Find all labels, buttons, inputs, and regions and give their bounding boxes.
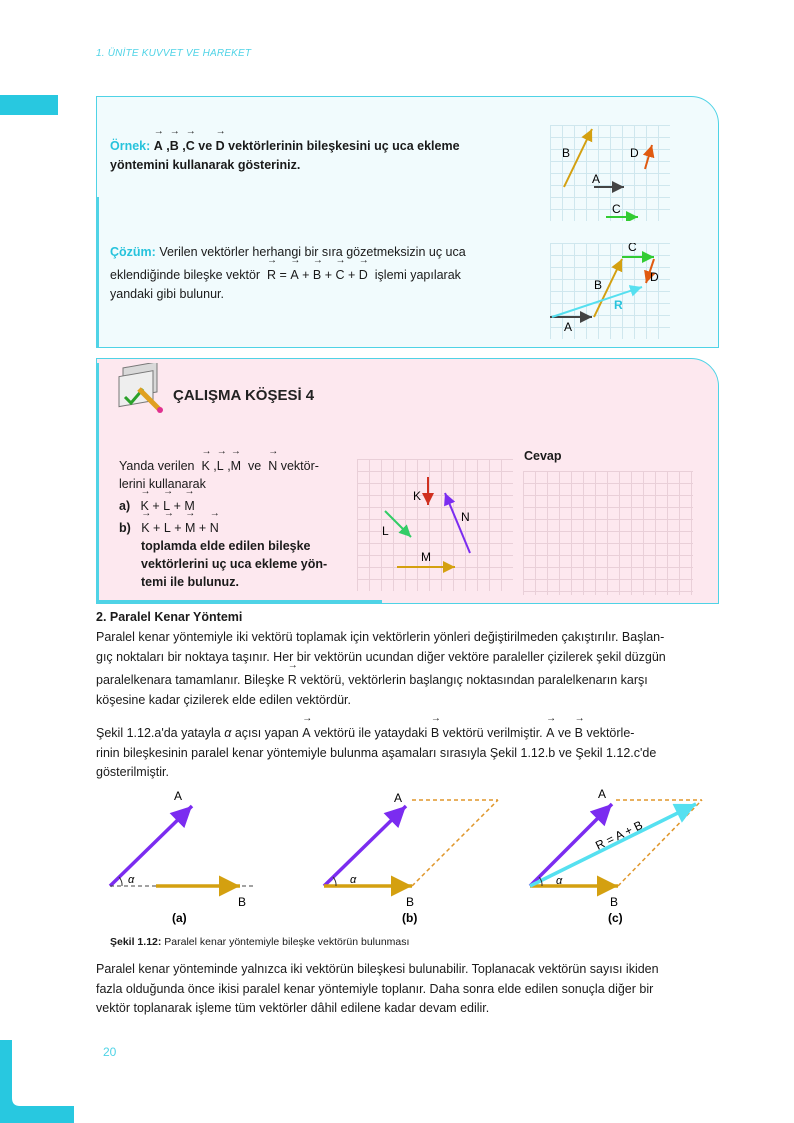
example-vectors-figure — [550, 125, 670, 221]
section-title: 2. Paralel Kenar Yöntemi — [96, 610, 243, 624]
svg-text:A: A — [598, 787, 607, 801]
vector-b-symbol: → B — [170, 133, 179, 156]
page-number: 20 — [103, 1045, 117, 1059]
label-d: D — [630, 146, 639, 160]
example-text: Örnek: → A ,→ B ,→ C ve → D vektörlerinin bileşkesini uç uca ekleme yöntemini kullanarak gösteriniz. — [110, 133, 530, 175]
label-c: C — [612, 202, 621, 216]
example-vector-grid — [550, 125, 670, 221]
page-tab-marker — [0, 95, 58, 115]
svg-text:α: α — [128, 874, 135, 886]
label-c2: C — [628, 243, 637, 254]
page-corner-decoration — [0, 1040, 74, 1123]
section-paragraph-3: Paralel kenar yönteminde yalnızca iki vektörün bileşkesi bulunabilir. Toplanacak vektörün sayısı ikiden fazla olduğunda önce ikisi paralel kenar yöntemiyle toplanır. Daha sonra elde edilen sonuçla diğer bir vektör toplanarak işleme tüm vektörler dâhil edilene kadar devam edilir. — [96, 962, 659, 1015]
vector-d-symbol: → D — [216, 133, 225, 156]
figure-b — [324, 791, 498, 925]
svg-text:α: α — [556, 875, 563, 887]
label-k: K — [413, 489, 422, 503]
box-accent-bar — [96, 197, 99, 347]
section-paragraph-2: Şekil 1.12.a'da yatayla α açısı yapan → A vektörü ile yataydaki → B vektörü verilmiştir. → A ve → B vektörle- rinin bileşkesinin paralel kenar yöntemiyle bulunma aşamaları sırasıyla Şekil 1.12.b ve Şekil 1.12.c'de gösterilmiştir. — [96, 720, 708, 783]
vector-d-arrow — [645, 145, 652, 169]
solution-text: Çözüm: Verilen vektörler herhangi bir sıra gözetmeksizin uç uca eklendiğinde bileşke vektör → R = → A + → B + → C + → D işlemi yapılarak yandaki gibi bulunur. — [110, 243, 530, 304]
answer-grid — [523, 471, 693, 595]
svg-text:B: B — [406, 895, 415, 909]
vector-a-symbol: → A — [154, 133, 163, 156]
figure-1-12 — [96, 780, 716, 930]
solution-label: Çözüm: — [110, 245, 156, 259]
vector-l-arrow — [385, 511, 411, 537]
label-b: B — [562, 146, 571, 160]
section-paragraph-1: Paralel kenar yöntemiyle iki vektörü toplamak için vektörlerin yönleri değiştirilmeden çakıştırılır. Başlan- gıç noktaları bir noktaya taşınır. Her bir vektörün ucundan diğer vektöre paraleller çizilerek şekil düzgün paralelkenara tamamlanır. Bileşke → R vektörü, vektörlerin başlangıç noktasından paralelkenarın karşı köşesine kadar çizilerek elde edilen vektördür. — [96, 628, 708, 710]
label-a: A — [592, 172, 601, 186]
svg-text:(b): (b) — [402, 911, 418, 925]
workcorner-vector-grid — [357, 459, 513, 591]
workcorner-box — [96, 358, 719, 604]
label-r2: R — [614, 298, 623, 312]
example-box — [96, 96, 719, 348]
label-m: M — [421, 550, 431, 564]
svg-text:A: A — [174, 789, 183, 803]
svg-text:(a): (a) — [172, 911, 187, 925]
workcorner-title: ÇALIŞMA KÖŞESİ 4 — [173, 387, 315, 404]
solution-vector-grid — [550, 243, 670, 339]
svg-text:(c): (c) — [608, 911, 623, 925]
label-d2: D — [650, 270, 659, 284]
unit-header: 1. ÜNİTE KUVVET VE HAREKET — [96, 48, 252, 59]
box-bottom-bar — [97, 600, 382, 603]
answer-label: Cevap — [524, 449, 562, 463]
workcorner-text: Yanda verilen → K ,→ L ,→ M ve → N vektör- lerini kullanarak a) → K + → L + → M b) → K + → L + → M + → N toplamda elde edilen bileşke vektörlerini uç uca ekleme yön- temi ile bulunuz. — [119, 453, 349, 591]
solution-vectors-figure — [550, 243, 670, 339]
example-label: Örnek: — [110, 139, 151, 153]
figure-caption: Şekil 1.12: Paralel kenar yöntemiyle bileşke vektörün bulunması — [110, 936, 410, 948]
vector-c-symbol: → C — [186, 133, 195, 156]
klmn-vectors-figure — [357, 459, 513, 591]
example-line2: yöntemini kullanarak gösteriniz. — [110, 158, 301, 172]
figure-c — [530, 787, 702, 925]
label-n: N — [461, 510, 470, 524]
figure-a — [110, 789, 256, 925]
svg-text:α: α — [350, 874, 357, 886]
svg-text:B: B — [238, 895, 247, 909]
notebook-pencil-icon — [117, 363, 165, 415]
svg-text:R = A + B: R = A + B — [593, 817, 645, 853]
label-a2: A — [564, 320, 573, 334]
box-accent-bar — [96, 363, 99, 601]
label-l: L — [382, 524, 389, 538]
svg-text:B: B — [610, 895, 619, 909]
svg-text:A: A — [394, 791, 403, 805]
label-b2: B — [594, 278, 603, 292]
